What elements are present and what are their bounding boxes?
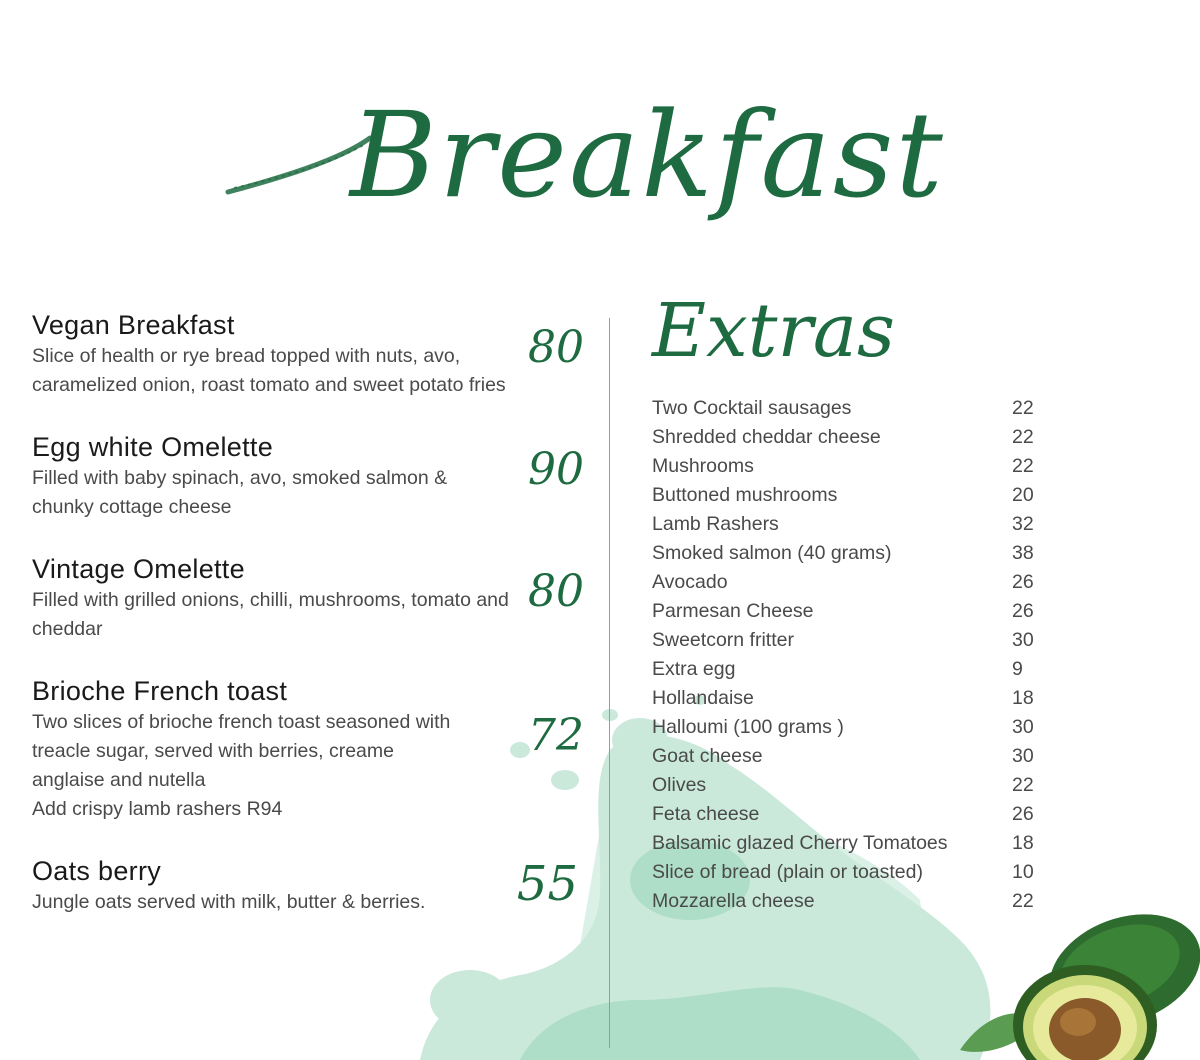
- extras-item-name: Mozzarella cheese: [652, 890, 815, 912]
- extras-item-name: Shredded cheddar cheese: [652, 426, 881, 448]
- extras-item-name: Mushrooms: [652, 455, 754, 477]
- extras-item-name: Lamb Rashers: [652, 513, 779, 535]
- description-line: Add crispy lamb rashers R94: [32, 798, 283, 820]
- column-divider: [609, 318, 610, 1048]
- menu-item-price: 90: [528, 444, 584, 495]
- extras-title: Extras: [652, 288, 895, 374]
- extras-item: [652, 742, 1052, 771]
- extras-item-price: 30: [1012, 716, 1034, 738]
- description-line: Filled with baby spinach, avo, smoked salmon &: [32, 467, 448, 489]
- extras-item-name: Extra egg: [652, 658, 736, 680]
- extras-item-price: 26: [1012, 803, 1034, 825]
- description-line: Jungle oats served with milk, butter & berries.: [32, 891, 426, 913]
- description-line: cheddar: [32, 618, 103, 640]
- description-line: Slice of health or rye bread topped with nuts, avo,: [32, 345, 461, 367]
- menu-item-price: 72: [528, 710, 584, 761]
- title-block: [220, 60, 945, 260]
- extras-item-name: Avocado: [652, 571, 728, 593]
- extras-item: [652, 655, 1052, 684]
- extras-item: [652, 423, 1052, 452]
- description-line: Filled with grilled onions, chilli, mushrooms, tomato and: [32, 589, 509, 611]
- menu-item-price: 80: [528, 566, 584, 617]
- menu-item-description: [32, 342, 537, 400]
- extras-item-name: Olives: [652, 774, 707, 796]
- extras-item: [652, 800, 1052, 829]
- extras-item-name: Feta cheese: [652, 803, 760, 825]
- extras-item: [652, 597, 1052, 626]
- extras-item-name: Parmesan Cheese: [652, 600, 814, 622]
- extras-item: [652, 539, 1052, 568]
- menu-item: [32, 674, 592, 824]
- extras-item: [652, 713, 1052, 742]
- menu-item-name: Oats berry: [32, 856, 162, 886]
- extras-item-name: Smoked salmon (40 grams): [652, 542, 892, 564]
- extras-item: [652, 858, 1052, 887]
- menu-item: [32, 308, 592, 400]
- extras-item: [652, 394, 1052, 423]
- extras-item-price: 32: [1012, 513, 1034, 535]
- extras-item-price: 10: [1012, 861, 1034, 883]
- extras-item-price: 22: [1012, 890, 1034, 912]
- menu-item: [32, 854, 592, 917]
- extras-item-price: 9: [1012, 658, 1023, 680]
- extras-item: [652, 568, 1052, 597]
- extras-item-price: 18: [1012, 687, 1034, 709]
- description-line: anglaise and nutella: [32, 769, 206, 791]
- extras-item: [652, 510, 1052, 539]
- extras-item: [652, 481, 1052, 510]
- menu-item-name: Vegan Breakfast: [32, 310, 235, 340]
- extras-item-price: 18: [1012, 832, 1034, 854]
- description-line: caramelized onion, roast tomato and sweet potato fries: [32, 374, 506, 396]
- extras-item-price: 38: [1012, 542, 1034, 564]
- extras-item: [652, 452, 1052, 481]
- extras-item-name: Halloumi (100 grams ): [652, 716, 844, 738]
- menu-item-name: Vintage Omelette: [32, 554, 245, 584]
- extras-item-name: Goat cheese: [652, 745, 763, 767]
- extras-item-price: 22: [1012, 774, 1034, 796]
- extras-item-name: Slice of bread (plain or toasted): [652, 861, 923, 883]
- menu-item-description: [32, 464, 537, 522]
- extras-item: [652, 626, 1052, 655]
- menu-item-price: 55: [516, 856, 578, 912]
- extras-item-price: 30: [1012, 745, 1034, 767]
- extras-item-name: Hollandaise: [652, 687, 754, 709]
- extras-item: [652, 684, 1052, 713]
- menu-item-price: 80: [528, 322, 584, 373]
- extras-item-price: 30: [1012, 629, 1034, 651]
- menu-item-description: [32, 586, 537, 644]
- menu-item-description: [32, 888, 537, 917]
- menu-item-name: Egg white Omelette: [32, 432, 274, 462]
- description-line: chunky cottage cheese: [32, 496, 232, 518]
- menu-item: [32, 430, 592, 522]
- page-title: Breakfast: [350, 86, 945, 224]
- breakfast-menu: [32, 308, 592, 947]
- extras-list: [652, 394, 1052, 916]
- description-line: Two slices of brioche french toast seasoned with: [32, 711, 451, 733]
- extras-item-price: 26: [1012, 571, 1034, 593]
- extras-item-name: Balsamic glazed Cherry Tomatoes: [652, 832, 948, 854]
- menu-item-description: [32, 708, 537, 824]
- avocado-illustration: [950, 900, 1200, 1060]
- menu-item: [32, 552, 592, 644]
- description-line: treacle sugar, served with berries, creame: [32, 740, 394, 762]
- extras-item-price: 22: [1012, 426, 1034, 448]
- extras-item-price: 22: [1012, 455, 1034, 477]
- extras-item-name: Sweetcorn fritter: [652, 629, 794, 651]
- extras-item: [652, 771, 1052, 800]
- extras-item-price: 22: [1012, 397, 1034, 419]
- menu-item-name: Brioche French toast: [32, 676, 288, 706]
- extras-item-price: 26: [1012, 600, 1034, 622]
- extras-item: [652, 829, 1052, 858]
- extras-item-price: 20: [1012, 484, 1034, 506]
- extras-item-name: Two Cocktail sausages: [652, 397, 852, 419]
- extras-item-name: Buttoned mushrooms: [652, 484, 838, 506]
